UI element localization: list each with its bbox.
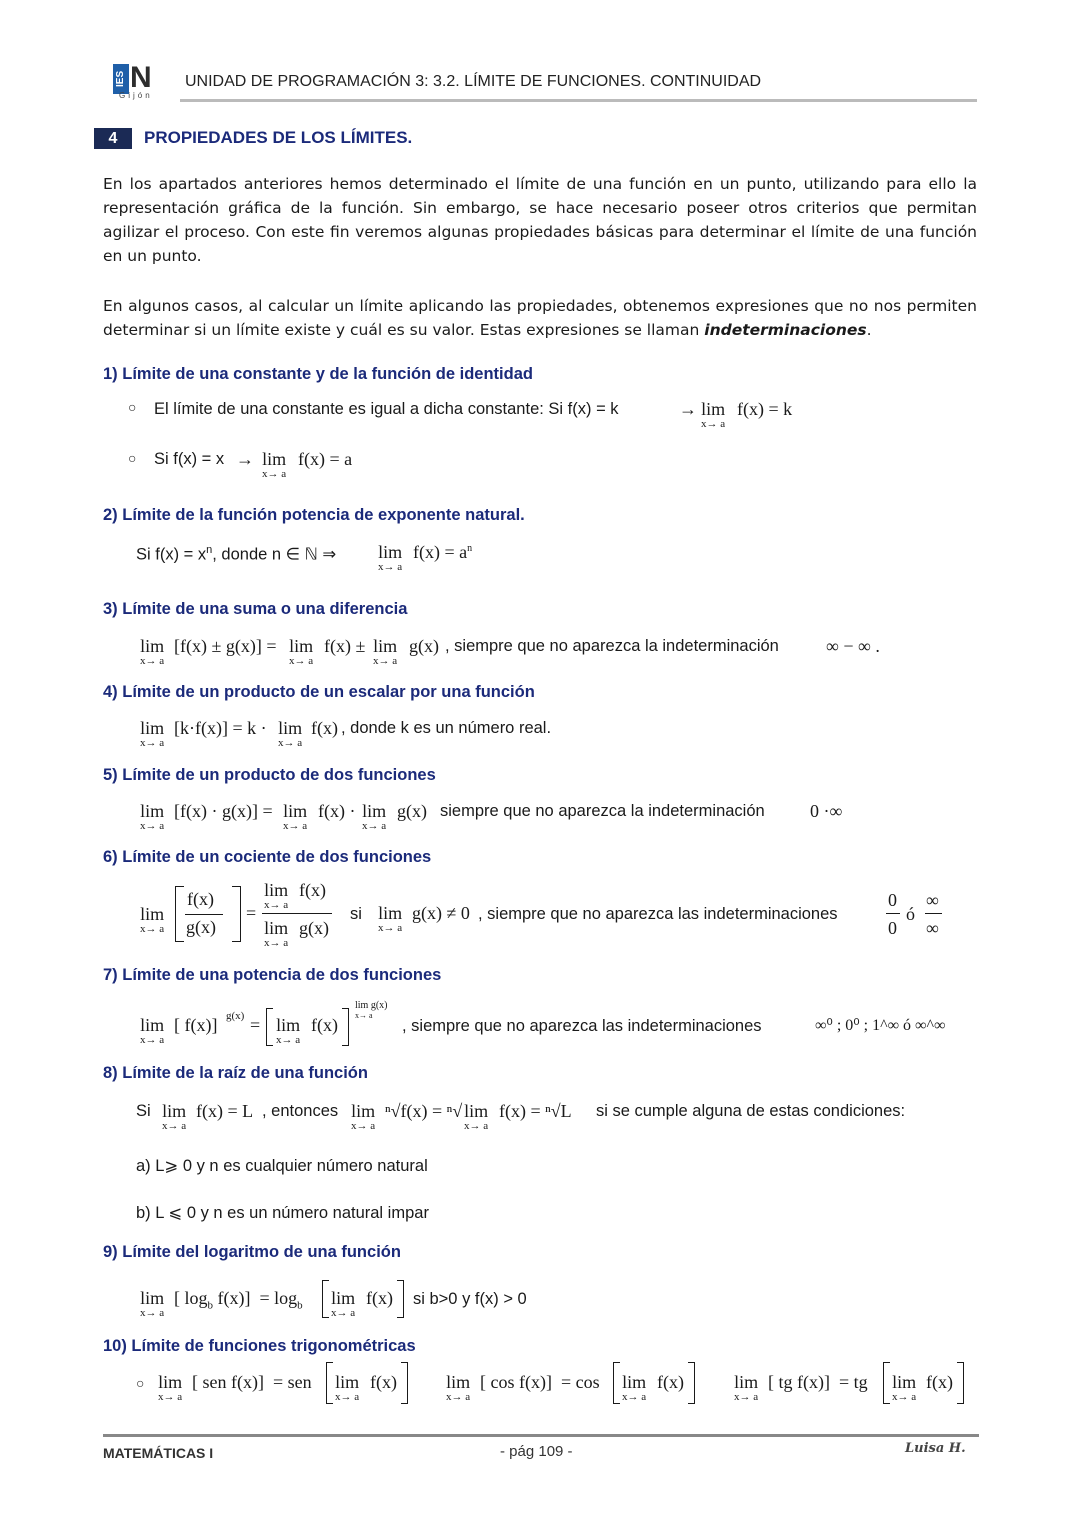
footer-subject: MATEMÁTICAS I — [103, 1445, 214, 1461]
property-7-rhs: f(x) — [311, 1015, 338, 1035]
indeterminacy-zero-num: 0 — [888, 890, 897, 910]
section-title: PROPIEDADES DE LOS LÍMITES. — [144, 128, 413, 147]
right-bracket — [957, 1362, 964, 1404]
property-8-condition-b: b) L ⩽ 0 y n es un número natural impar — [136, 1204, 429, 1222]
limit-operator: lim x→ a — [262, 449, 287, 480]
property-7-condition: , siempre que no aparezca las indeterminaciones — [402, 1017, 762, 1035]
property-8-formula-2: ⁿ√f(x) = ⁿ√ — [385, 1101, 463, 1121]
fraction-denominator: g(x) — [186, 917, 216, 937]
property-6-si: si — [350, 905, 362, 923]
limit-operator: lim x→ a — [622, 1372, 647, 1403]
property-8-condition: si se cumple alguna de estas condiciones: — [596, 1102, 906, 1120]
property-10-tg-arg: f(x) — [926, 1372, 953, 1392]
author-signature: Luisa H. — [905, 1441, 966, 1456]
left-bracket — [613, 1362, 620, 1404]
logo-n-mark: N — [130, 61, 152, 94]
limit-operator: lim x→ a — [335, 1372, 360, 1403]
limit-operator: lim x→ a — [701, 399, 726, 430]
indeterminaciones-term: indeterminaciones — [704, 321, 867, 339]
property-3-title: 3) Límite de una suma o una diferencia — [103, 600, 408, 618]
indeterminacy-inf-num: ∞ — [926, 890, 939, 910]
property-1-formula-2: f(x) = a — [298, 449, 353, 469]
limit-operator: lim x→ a — [264, 918, 289, 949]
property-9-formula-lhs: [ $\log_b f(x)] = \log_b$ — [174, 1288, 303, 1312]
property-8-si: Si — [136, 1102, 151, 1120]
property-3-formula-lhs: [f(x) ± g(x)] = — [174, 636, 277, 656]
right-bracket — [397, 1280, 404, 1318]
fraction-bar — [185, 914, 223, 915]
limit-operator: lim x→ a — [140, 636, 165, 667]
property-6-condition: , siempre que no aparezca las indeterminaciones — [478, 905, 838, 923]
property-5-formula-rhs: g(x) — [397, 801, 427, 821]
property-5-title: 5) Límite de un producto de dos funciones — [103, 766, 436, 784]
property-8-entonces: , entonces — [262, 1102, 339, 1120]
limit-operator: lim x→ a — [734, 1372, 759, 1403]
limit-operator: lim x→ a — [158, 1372, 183, 1403]
property-7-indeterminacy: ∞⁰ ; 0⁰ ; 1^∞ ó ∞^∞ — [815, 1017, 946, 1034]
footer-divider — [103, 1434, 979, 1437]
property-8-formula-1: f(x) = L — [196, 1101, 254, 1121]
property-8-formula-3: f(x) = ⁿ√L — [499, 1101, 572, 1121]
property-10-bullet: ○ — [136, 1375, 145, 1391]
property-5-condition: siempre que no aparezca la indeterminación — [440, 802, 765, 820]
limit-operator: lim x→ a — [373, 636, 398, 667]
property-9-title: 9) Límite del logaritmo de una función — [103, 1243, 401, 1261]
right-bracket — [232, 886, 241, 942]
right-bracket — [401, 1362, 408, 1404]
limit-operator: lim x→ a — [351, 1101, 376, 1132]
right-bracket — [342, 1008, 349, 1046]
property-10-cos-arg: f(x) — [657, 1372, 684, 1392]
property-1-bullet-2-text: Si f(x) = x — [154, 450, 225, 468]
property-3-formula-mid: f(x) ± — [324, 636, 366, 656]
property-4-formula-lhs: [k·f(x)] = k · — [174, 718, 267, 738]
left-bracket — [266, 1008, 273, 1046]
fraction-lim-denominator: g(x) — [299, 918, 329, 938]
property-1-bullet-2: ○ — [128, 450, 137, 466]
property-6-condition-formula: g(x) ≠ 0 — [412, 903, 470, 923]
limit-operator: lim x→ a — [276, 1015, 301, 1046]
limit-operator: lim x→ a — [278, 718, 303, 749]
limit-operator: lim x→ a — [140, 801, 165, 832]
limit-operator: lim x→ a — [331, 1288, 356, 1319]
property-8-title: 8) Límite de la raíz de una función — [103, 1064, 368, 1082]
intro-paragraph-2: En algunos casos, al calcular un límite aplicando las propiedades, obtenemos expresiones que no nos permiten determinar si un límite existe y cuál es su valor. Estas expresiones se llaman indeterminaciones. — [103, 297, 977, 339]
fraction-bar — [886, 913, 900, 914]
property-2-formula: $f(x) = a^n$ — [413, 542, 473, 562]
intro-paragraph-1: En los apartados anteriores hemos determinado el límite de una función en un punto, utilizando para ello la representación gráfica de la función. Sin embargo, se hace necesario poseer otros criterios que permitan agilizar el proceso. Con este fin veremos algunas propiedades básicas para determinar el límite de una función en un punto. — [103, 175, 977, 265]
arrow-symbol: → — [679, 399, 697, 419]
limit-operator: lim x→ a — [378, 542, 403, 573]
arrow-symbol: → — [236, 449, 254, 469]
property-8-condition-a: a) L⩾ 0 y n es cualquier número natural — [136, 1157, 428, 1175]
property-3-condition: , siempre que no aparezca la indeterminación — [445, 637, 779, 655]
limit-operator: lim x→ a — [140, 1288, 165, 1319]
property-4-formula-rhs: f(x) — [311, 718, 338, 738]
property-7-base: [ f(x)] — [174, 1015, 218, 1035]
header-title: UNIDAD DE PROGRAMACIÓN 3: 3.2. LÍMITE DE FUNCIONES. CONTINUIDAD — [185, 73, 762, 90]
limit-operator: lim x→ a — [892, 1372, 917, 1403]
property-6-title: 6) Límite de un cociente de dos funciones — [103, 848, 432, 866]
property-2-title: 2) Límite de la función potencia de exponente natural. — [103, 506, 525, 524]
property-9-condition: si b>0 y f(x) > 0 — [413, 1290, 527, 1308]
property-1-bullet-1: ○ — [128, 399, 137, 415]
property-4-condition: , donde k es un número real. — [341, 719, 552, 737]
property-7-title: 7) Límite de una potencia de dos funciones — [103, 966, 442, 984]
limit-operator: lim x→ a — [162, 1101, 187, 1132]
property-10-sen-formula: [ sen f(x)] = sen — [192, 1372, 312, 1392]
limit-operator: lim x→ a — [264, 880, 289, 911]
property-1-bullet-1-text: El límite de una constante es igual a dicha constante: Si f(x) = k — [154, 400, 619, 418]
limit-operator: lim x→ a — [289, 636, 314, 667]
left-bracket — [322, 1280, 329, 1318]
page-number: - pág 109 - — [500, 1443, 573, 1460]
property-7-rhs-exponent: lim g(x) — [355, 1000, 388, 1011]
property-10-sen-arg: f(x) — [370, 1372, 397, 1392]
property-9-formula-rhs: f(x) — [366, 1288, 393, 1308]
right-bracket — [688, 1362, 695, 1404]
property-4-title: 4) Límite de un producto de un escalar por una función — [103, 683, 535, 701]
fraction-lim-numerator: f(x) — [299, 880, 326, 900]
logo-ies-mark: IES — [113, 64, 129, 94]
section-number: 4 — [94, 128, 132, 149]
property-10-cos-formula: [ cos f(x)] = cos — [480, 1372, 600, 1392]
limit-operator: lim x→ a — [140, 1015, 165, 1046]
fraction-numerator: f(x) — [187, 889, 214, 909]
property-10-title: 10) Límite de funciones trigonométricas — [103, 1337, 416, 1355]
property-7-equals: = — [250, 1015, 261, 1035]
indeterminacy-zero-den: 0 — [888, 918, 897, 938]
property-3-formula-rhs: g(x) — [409, 636, 439, 656]
limit-operator: lim x→ a — [140, 904, 165, 935]
fraction-bar — [925, 913, 942, 914]
property-3-indeterminacy: ∞ − ∞ . — [826, 636, 880, 656]
property-7-exponent: g(x) — [226, 1010, 245, 1022]
limit-operator: lim x→ a — [446, 1372, 471, 1403]
fraction-bar — [262, 913, 332, 914]
property-1-formula-1: f(x) = k — [737, 399, 793, 419]
limit-operator: lim x→ a — [140, 718, 165, 749]
school-logo — [113, 61, 159, 104]
property-5-formula-lhs: [f(x) · g(x)] = — [174, 801, 273, 821]
indeterminacy-inf-den: ∞ — [926, 918, 939, 938]
limit-operator: lim x→ a — [464, 1101, 489, 1132]
property-1-title: 1) Límite de una constante y de la función de identidad — [103, 365, 533, 383]
logo-gijon: Gijón — [119, 91, 153, 100]
property-2-text: Si $f(x) = x^n$, donde n ∈ ℕ ⇒ — [136, 544, 337, 564]
property-6-or: ó — [906, 904, 915, 924]
property-7-rhs-exponent-sub: x→ a — [355, 1011, 373, 1020]
property-10-tg-formula: [ tg f(x)] = tg — [768, 1372, 868, 1392]
left-bracket — [175, 886, 184, 942]
limit-operator: lim x→ a — [362, 801, 387, 832]
left-bracket — [326, 1362, 333, 1404]
limit-operator: lim x→ a — [283, 801, 308, 832]
property-5-indeterminacy: 0 ·∞ — [810, 801, 843, 821]
property-5-formula-mid: f(x) · — [318, 801, 356, 821]
limit-operator: lim x→ a — [378, 903, 403, 934]
left-bracket — [883, 1362, 890, 1404]
header-divider — [180, 99, 977, 102]
